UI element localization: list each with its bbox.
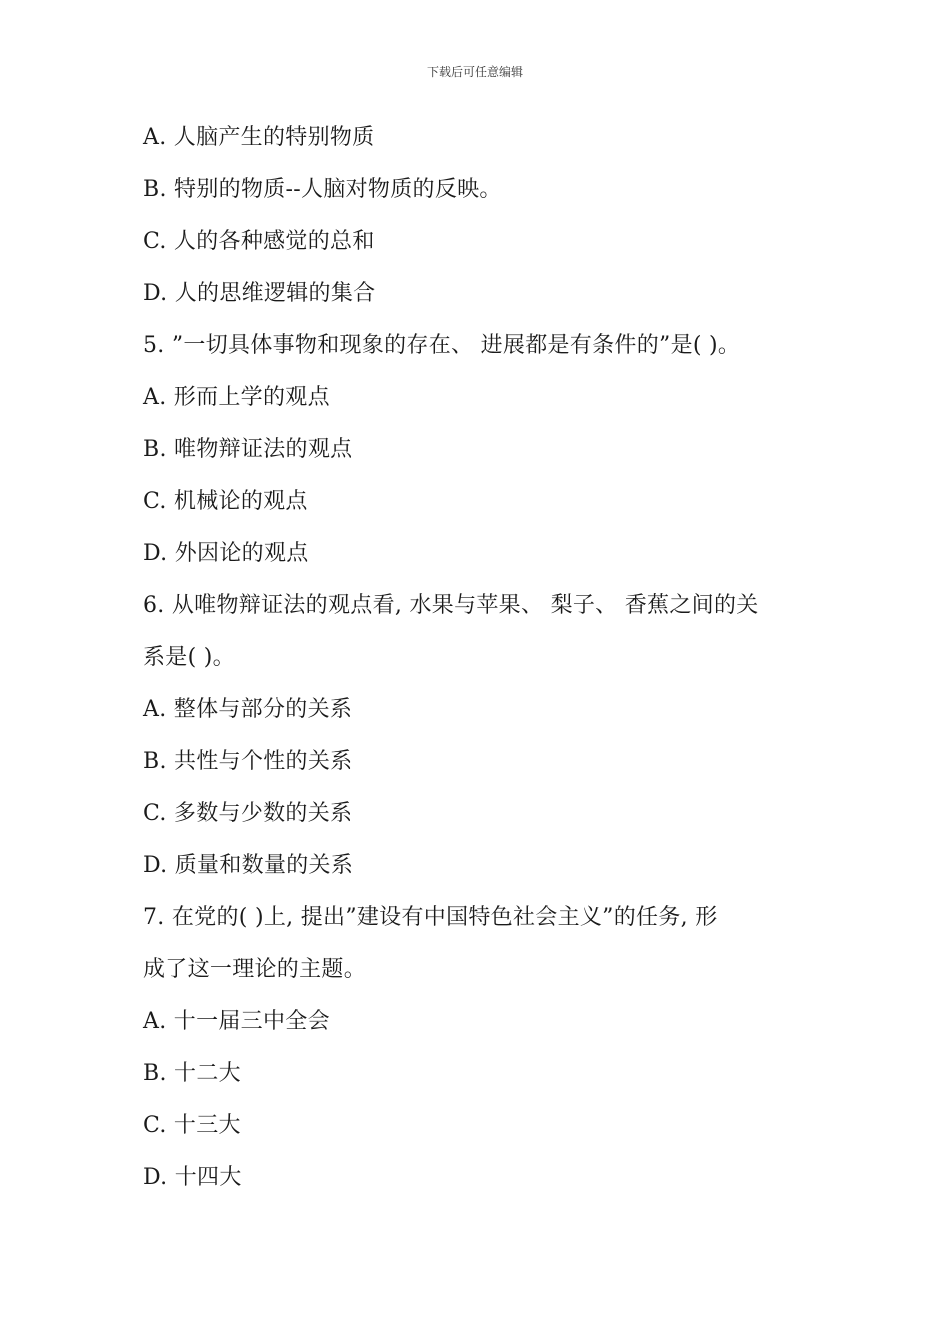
option-line: A. 形而上学的观点 [143, 385, 330, 410]
option-line: B. 唯物辩证法的观点 [143, 437, 353, 462]
option-line: D. 十四大 [143, 1165, 242, 1190]
option-line: D. 人的思维逻辑的集合 [143, 281, 376, 306]
option-line: B. 共性与个性的关系 [143, 749, 353, 774]
option-line: D. 质量和数量的关系 [143, 853, 354, 878]
option-line: B. 特别的物质--人脑对物质的反映。 [143, 177, 502, 202]
option-line: D. 外因论的观点 [143, 541, 309, 566]
document-body [143, 112, 813, 1204]
option-line: A. 人脑产生的特别物质 [143, 125, 375, 150]
question-line: 7. 在党的( )上, 提出”建设有中国特色社会主义”的任务, 形 [143, 905, 718, 930]
question-line: 成了这一理论的主题。 [143, 957, 367, 982]
option-line: A. 十一届三中全会 [143, 1009, 330, 1034]
option-line: B. 十二大 [143, 1061, 241, 1086]
option-line: A. 整体与部分的关系 [143, 697, 353, 722]
page-header: 下载后可任意编辑 [426, 65, 523, 79]
question-line: 6. 从唯物辩证法的观点看, 水果与苹果、 梨子、 香蕉之间的关 [143, 593, 759, 618]
option-line: C. 十三大 [143, 1113, 241, 1138]
option-line: C. 机械论的观点 [143, 489, 308, 514]
question-line: 系是( )。 [143, 645, 235, 670]
option-line: C. 人的各种感觉的总和 [143, 229, 375, 254]
question-line: 5. ”一切具体事物和现象的存在、 进展都是有条件的”是( )。 [143, 333, 741, 358]
option-line: C. 多数与少数的关系 [143, 801, 353, 826]
